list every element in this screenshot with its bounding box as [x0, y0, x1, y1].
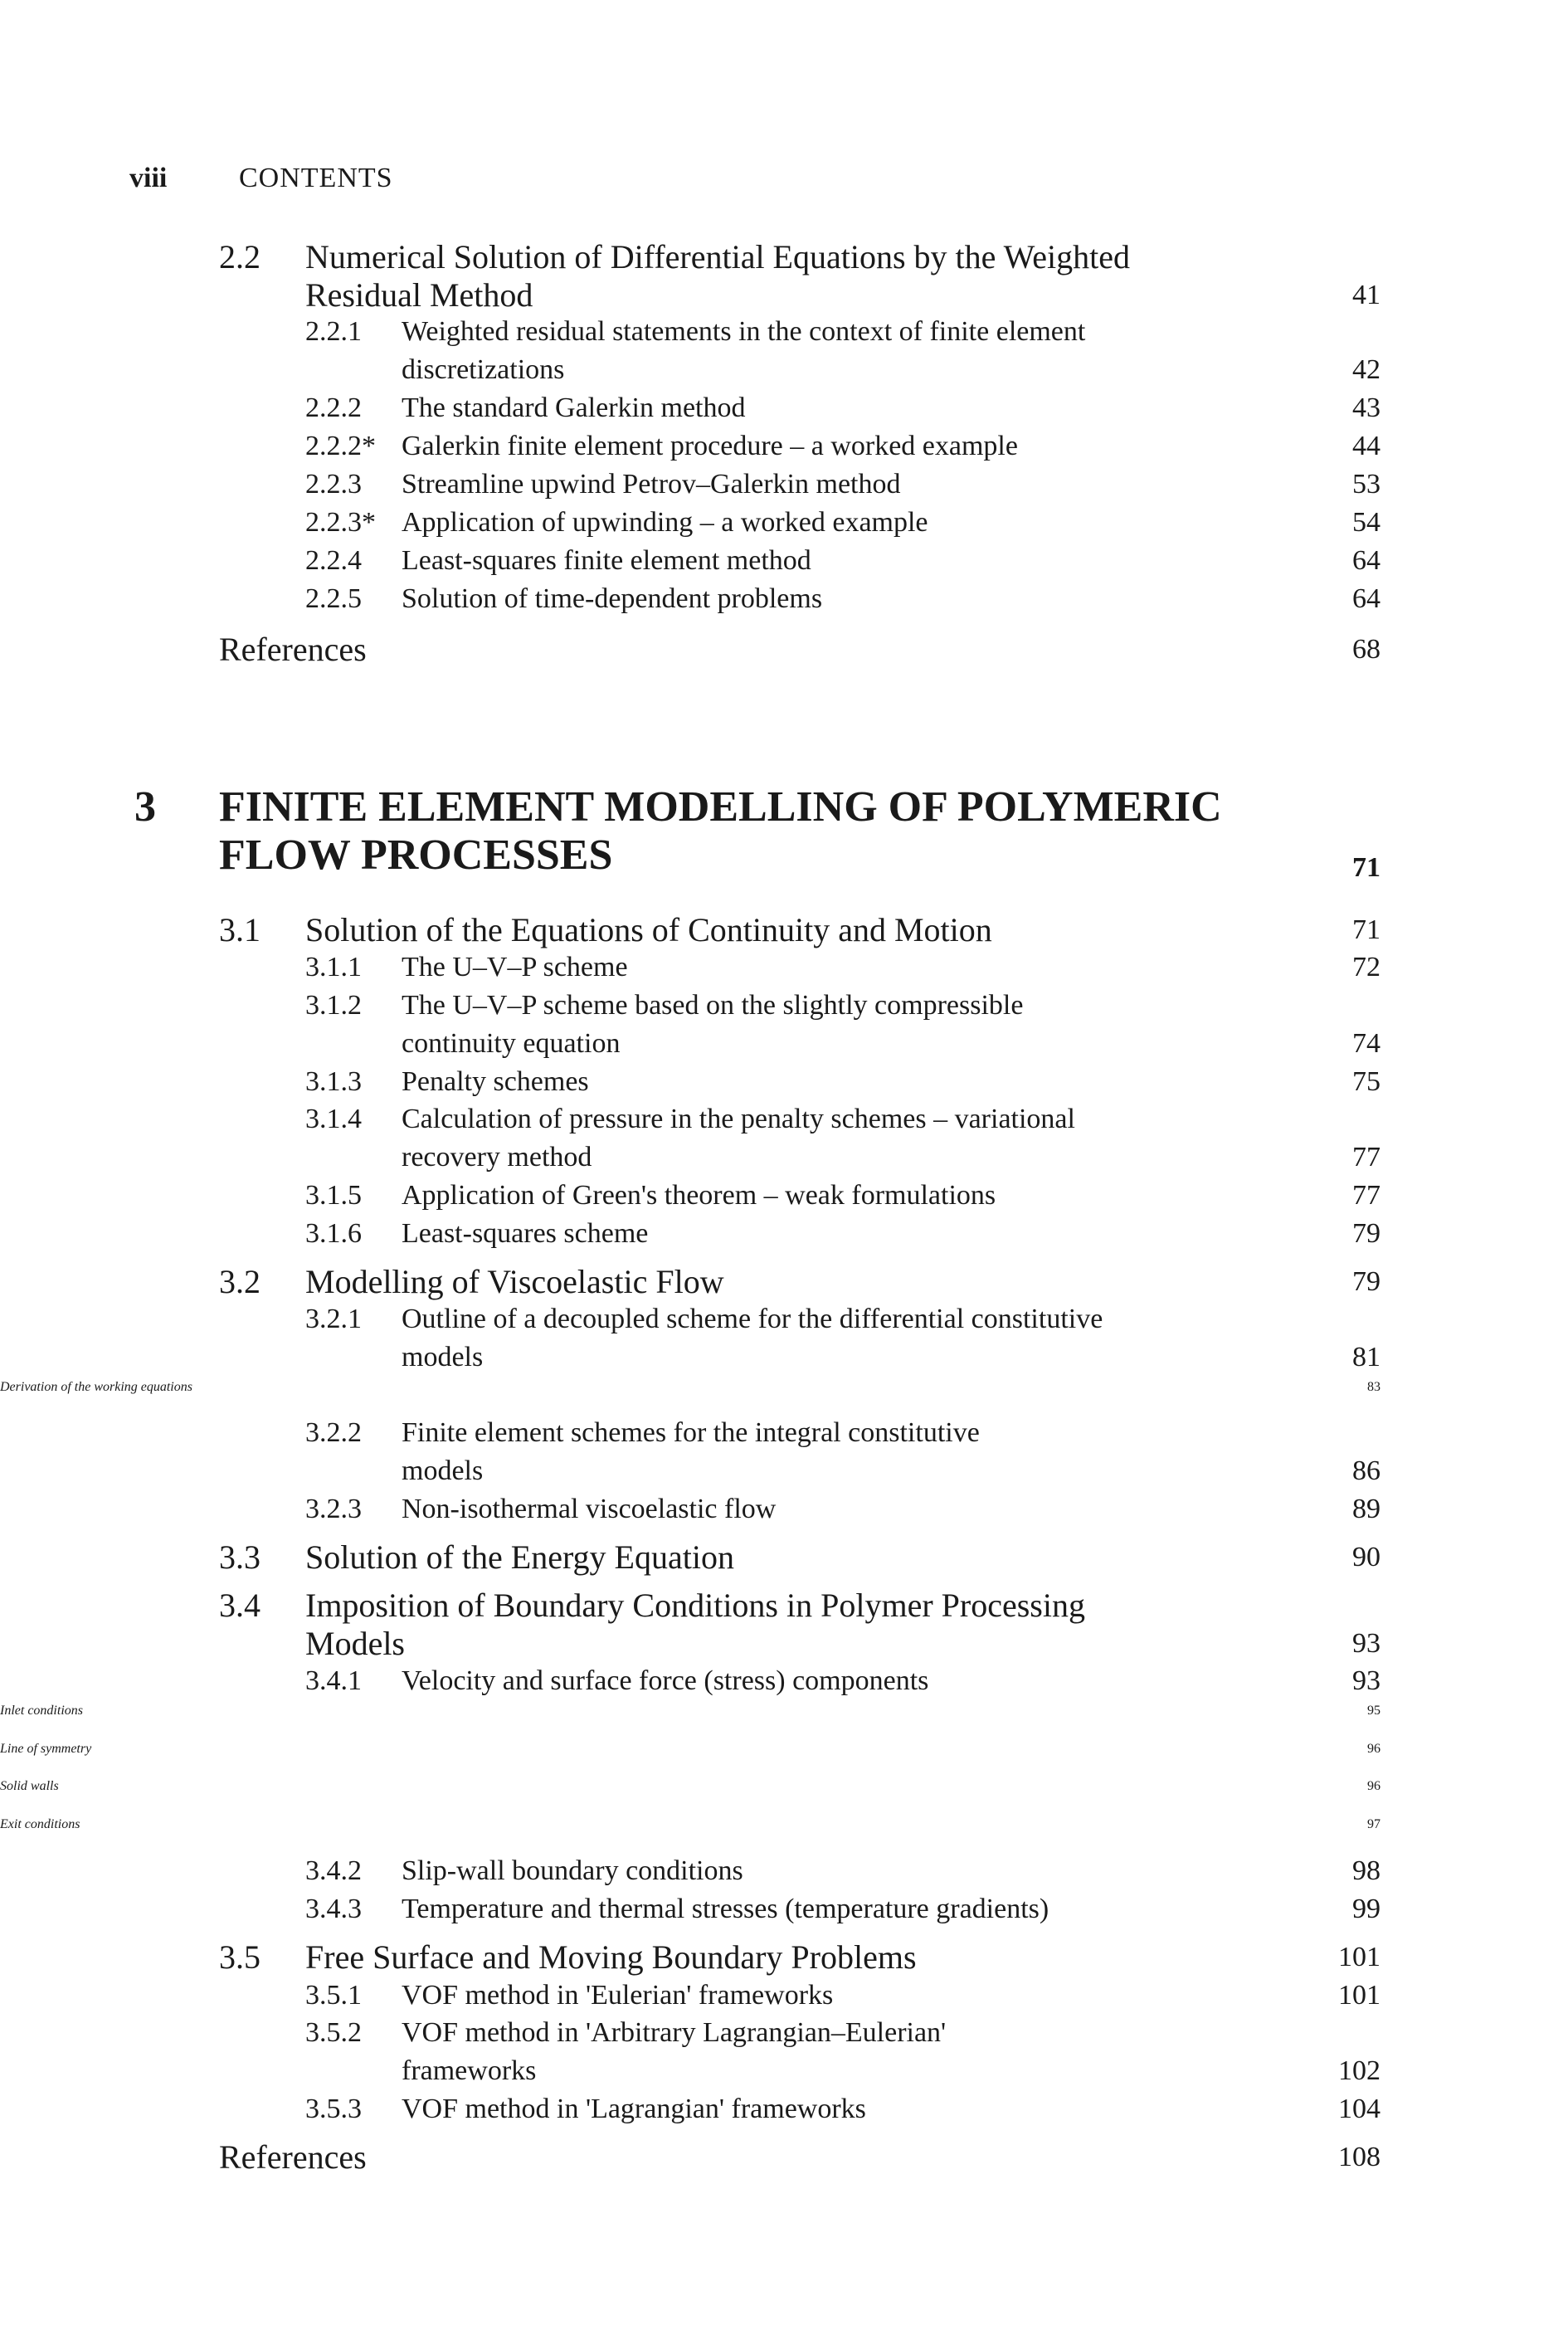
entry-title: models	[402, 1455, 484, 1486]
entry-title: Imposition of Boundary Conditions in Polymer Processing	[305, 1587, 1085, 1624]
entry-title: Application of upwinding – a worked example	[402, 507, 928, 538]
entry-title: FLOW PROCESSES	[219, 831, 613, 879]
entry-page-number: 81	[1352, 1342, 1381, 1372]
entry-page-number: 108	[1338, 2142, 1381, 2172]
entry-title: Finite element schemes for the integral constitutive	[402, 1417, 980, 1448]
running-head	[129, 163, 393, 194]
entry-page-number: 42	[1352, 354, 1381, 385]
entry-title: Numerical Solution of Differential Equations by the Weighted	[305, 238, 1130, 275]
entry-title: Solution of the Equations of Continuity and Motion	[305, 911, 992, 948]
entry-title: Least-squares finite element method	[402, 545, 811, 576]
entry-page-number: 99	[1352, 1894, 1381, 1924]
entry-number: 3.5.2	[305, 2017, 362, 2048]
entry-number: 3.1.4	[305, 1104, 362, 1134]
entry-title: References	[219, 631, 367, 668]
entry-title: Free Surface and Moving Boundary Problems	[305, 1938, 917, 1976]
entry-number: 3.1	[219, 911, 261, 948]
entry-number: 3.2	[219, 1263, 261, 1300]
entry-page-number: 64	[1352, 545, 1381, 576]
entry-number: 3.2.1	[305, 1304, 362, 1334]
entry-page-number: 71	[1352, 852, 1381, 883]
entry-title: Modelling of Viscoelastic Flow	[305, 1263, 724, 1300]
entry-title: Derivation of the working equations	[0, 1380, 192, 1394]
entry-page-number: 96	[1367, 1779, 1381, 1793]
entry-page-number: 93	[1352, 1628, 1381, 1659]
entry-title: Outline of a decoupled scheme for the differential constitutive	[402, 1304, 1103, 1334]
entry-title: frameworks	[402, 2055, 537, 2086]
entry-page-number: 68	[1352, 634, 1381, 665]
entry-number: 3.1.3	[305, 1066, 362, 1097]
entry-page-number: 98	[1352, 1855, 1381, 1886]
entry-page-number: 64	[1352, 583, 1381, 614]
entry-page-number: 97	[1367, 1817, 1381, 1831]
entry-number: 2.2.2*	[305, 431, 376, 461]
entry-page-number: 89	[1352, 1494, 1381, 1524]
entry-title: Residual Method	[305, 276, 533, 314]
entry-page-number: 77	[1352, 1142, 1381, 1172]
entry-page-number: 77	[1352, 1180, 1381, 1211]
entry-page-number: 83	[1367, 1380, 1381, 1394]
entry-title: continuity equation	[402, 1028, 621, 1059]
entry-page-number: 54	[1352, 507, 1381, 538]
entry-title: Temperature and thermal stresses (temperature gradients)	[402, 1894, 1049, 1924]
entry-number: 3.4.1	[305, 1665, 362, 1696]
entry-number: 2.2.2	[305, 392, 362, 423]
entry-page-number: 41	[1352, 280, 1381, 310]
entry-page-number: 43	[1352, 392, 1381, 423]
entry-title: recovery method	[402, 1142, 592, 1172]
entry-title: Slip-wall boundary conditions	[402, 1855, 743, 1886]
entry-page-number: 104	[1338, 2094, 1381, 2124]
entry-number: 2.2.3	[305, 469, 362, 500]
entry-number: 3.1.1	[305, 952, 362, 982]
entry-title: Weighted residual statements in the context of finite element	[402, 316, 1086, 347]
entry-title: Solution of the Energy Equation	[305, 1538, 734, 1576]
entry-page-number: 90	[1352, 1542, 1381, 1572]
entry-number: 3.2.3	[305, 1494, 362, 1524]
entry-title: Solid walls	[0, 1779, 59, 1793]
entry-number: 3.1.2	[305, 990, 362, 1021]
entry-title: Velocity and surface force (stress) components	[402, 1665, 929, 1696]
entry-page-number: 71	[1352, 914, 1381, 945]
entry-number: 3.2.2	[305, 1417, 362, 1448]
entry-title: Galerkin finite element procedure – a worked example	[402, 431, 1018, 461]
entry-title: models	[402, 1342, 484, 1372]
entry-title: Solution of time-dependent problems	[402, 583, 823, 614]
entry-page-number: 96	[1367, 1742, 1381, 1756]
entry-title: Calculation of pressure in the penalty schemes – variational	[402, 1104, 1075, 1134]
entry-title: Streamline upwind Petrov–Galerkin method	[402, 469, 901, 500]
entry-title: VOF method in 'Lagrangian' frameworks	[402, 2094, 866, 2124]
page-number: viii	[129, 163, 168, 193]
entry-page-number: 93	[1352, 1665, 1381, 1696]
entry-number: 2.2.3*	[305, 507, 376, 538]
entry-title: The U–V–P scheme based on the slightly compressible	[402, 990, 1024, 1021]
entry-title: FINITE ELEMENT MODELLING OF POLYMERIC	[219, 783, 1222, 831]
entry-page-number: 79	[1352, 1266, 1381, 1297]
entry-page-number: 44	[1352, 431, 1381, 461]
entry-title: VOF method in 'Eulerian' frameworks	[402, 1980, 834, 2011]
entry-page-number: 72	[1352, 952, 1381, 982]
entry-number: 3.1.6	[305, 1218, 362, 1249]
entry-title: discretizations	[402, 354, 565, 385]
entry-number: 3.3	[219, 1538, 261, 1576]
entry-page-number: 95	[1367, 1704, 1381, 1718]
entry-page-number: 102	[1338, 2055, 1381, 2086]
entry-title: Penalty schemes	[402, 1066, 589, 1097]
entry-number: 2.2.1	[305, 316, 362, 347]
running-title: CONTENTS	[239, 163, 393, 193]
entry-number: 3.4.2	[305, 1855, 362, 1886]
entry-title: VOF method in 'Arbitrary Lagrangian–Eulerian'	[402, 2017, 947, 2048]
entry-number: 3.5.3	[305, 2094, 362, 2124]
entry-title: Non-isothermal viscoelastic flow	[402, 1494, 777, 1524]
entry-title: Application of Green's theorem – weak formulations	[402, 1180, 996, 1211]
entry-page-number: 86	[1352, 1455, 1381, 1486]
entry-title: Least-squares scheme	[402, 1218, 649, 1249]
entry-page-number: 101	[1338, 1942, 1381, 1972]
entry-number: 3.5	[219, 1938, 261, 1976]
entry-title: References	[219, 2138, 367, 2176]
entry-number: 3.4.3	[305, 1894, 362, 1924]
entry-number: 2.2.5	[305, 583, 362, 614]
entry-title: The U–V–P scheme	[402, 952, 628, 982]
entry-number: 3.1.5	[305, 1180, 362, 1211]
entry-page-number: 101	[1338, 1980, 1381, 2011]
entry-title: Inlet conditions	[0, 1704, 83, 1718]
entry-title: Exit conditions	[0, 1817, 80, 1831]
entry-title: Models	[305, 1625, 405, 1662]
entry-page-number: 53	[1352, 469, 1381, 500]
entry-number: 3.5.1	[305, 1980, 362, 2011]
entry-title: Line of symmetry	[0, 1742, 92, 1756]
entry-number: 3.4	[219, 1587, 261, 1624]
entry-page-number: 75	[1352, 1066, 1381, 1097]
entry-page-number: 79	[1352, 1218, 1381, 1249]
entry-number: 2.2	[219, 238, 261, 275]
entry-number: 2.2.4	[305, 545, 362, 576]
entry-page-number: 74	[1352, 1028, 1381, 1059]
entry-number: 3	[134, 783, 156, 831]
entry-title: The standard Galerkin method	[402, 392, 746, 423]
